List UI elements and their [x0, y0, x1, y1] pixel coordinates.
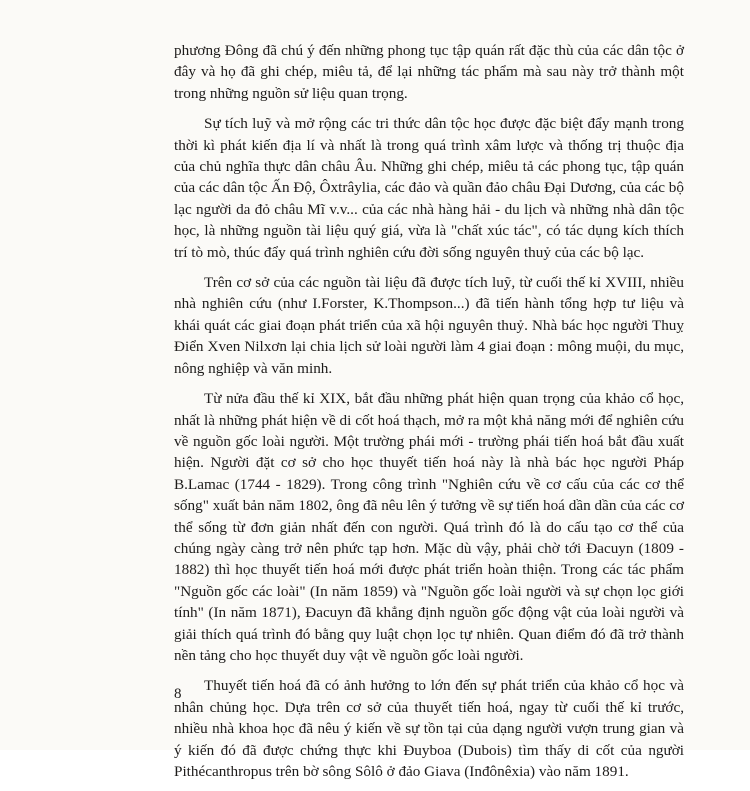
body-text — [174, 40, 684, 791]
page-number: 8 — [174, 686, 182, 702]
paragraph-2: Sự tích luỹ và mở rộng các tri thức dân tộc học được đặc biệt đẩy mạnh trong thời kì phát kiến địa lí và nhất là trong quá trình xâm lược và thống trị thuộc địa của chủ nghĩa thực dân châu Âu. Những ghi chép, miêu tả các phong tục, tập quán của các dân tộc Ấn Độ, Ôxtrâylia, các đảo và quần đảo châu Đại Dương, của các bộ lạc người da đỏ châu Mĩ v.v... của các nhà hàng hải - du lịch và những nhà dân tộc học, là những nguồn tài liệu quý giá, vừa là "chất xúc tác", có tác dụng kích thích trí tò mò, thúc đẩy quá trình nghiên cứu đời sống nguyên thuỷ của các bộ lạc. — [174, 115, 684, 261]
paragraph-5: Thuyết tiến hoá đã có ảnh hưởng to lớn đến sự phát triển của khảo cổ học và nhân chủng học. Dựa trên cơ sở của thuyết tiến hoá, ngay từ cuối thế kỉ trước, nhiều nhà khoa học đã nêu ý kiến về sự tồn tại của dạng người vượn trung gian và ý kiến đó đã được chứng thực khi Đuyboa (Dubois) tìm thấy di cốt của người Pithécanthropus trên bờ sông Sôlô ở đảo Giava (Inđônêxia) vào năm 1891. — [174, 677, 684, 780]
paragraph-4: Từ nửa đầu thế kỉ XIX, bắt đầu những phát hiện quan trọng của khảo cổ học, nhất là những phát hiện về di cốt hoá thạch, mở ra một khả năng mới để nghiên cứu về nguồn gốc loài người. Một trường phái mới - trường phái tiến hoá bắt đầu xuất hiện. Người đặt cơ sở cho học thuyết tiến hoá này là nhà bác học người Pháp B.Lamac (1744 - 1829). Trong công trình "Nghiên cứu về cơ cấu của các cơ thể sống" xuất bản năm 1802, ông đã nêu lên ý tưởng về sự tiến hoá dần dần của các cơ thể sống từ đơn giản nhất đến con người. Quá trình đó là do cấu tạo cơ thể của chúng ngày càng trở nên phức tạp hơn. Mặc dù vậy, phải chờ tới Đacuyn (1809 - 1882) thì học thuyết tiến hoá mới được phát triển hoàn thiện. Trong các tác phẩm "Nguồn gốc các loài" (In năm 1859) và "Nguồn gốc loài người và sự chọn lọc giới tính" (In năm 1871), Đacuyn đã khẳng định nguồn gốc động vật của loài người và giải thích quá trình đó bằng quy luật chọn lọc tự nhiên. Quan điểm đó đã trở thành nền tảng cho học thuyết duy vật về nguồn gốc loài người. — [174, 390, 684, 664]
paragraph-3: Trên cơ sở của các nguồn tài liệu đã được tích luỹ, từ cuối thế kỉ XVIII, nhiều nhà nghiên cứu (như I.Forster, K.Thompson...) đã tiến hành tổng hợp tư liệu và khái quát các giai đoạn phát triển của xã hội nguyên thuỷ. Nhà bác học người Thuỵ Điển Xven Nilxơn lại chia lịch sử loài người làm 4 giai đoạn : mông muội, du mục, nông nghiệp và văn minh. — [174, 274, 684, 377]
paragraph-1: phương Đông đã chú ý đến những phong tục tập quán rất đặc thù của các dân tộc ở đây và họ đã ghi chép, miêu tả, để lại những tác phẩm mà sau này trở thành một trong những nguồn sử liệu quan trọng. — [174, 42, 684, 102]
